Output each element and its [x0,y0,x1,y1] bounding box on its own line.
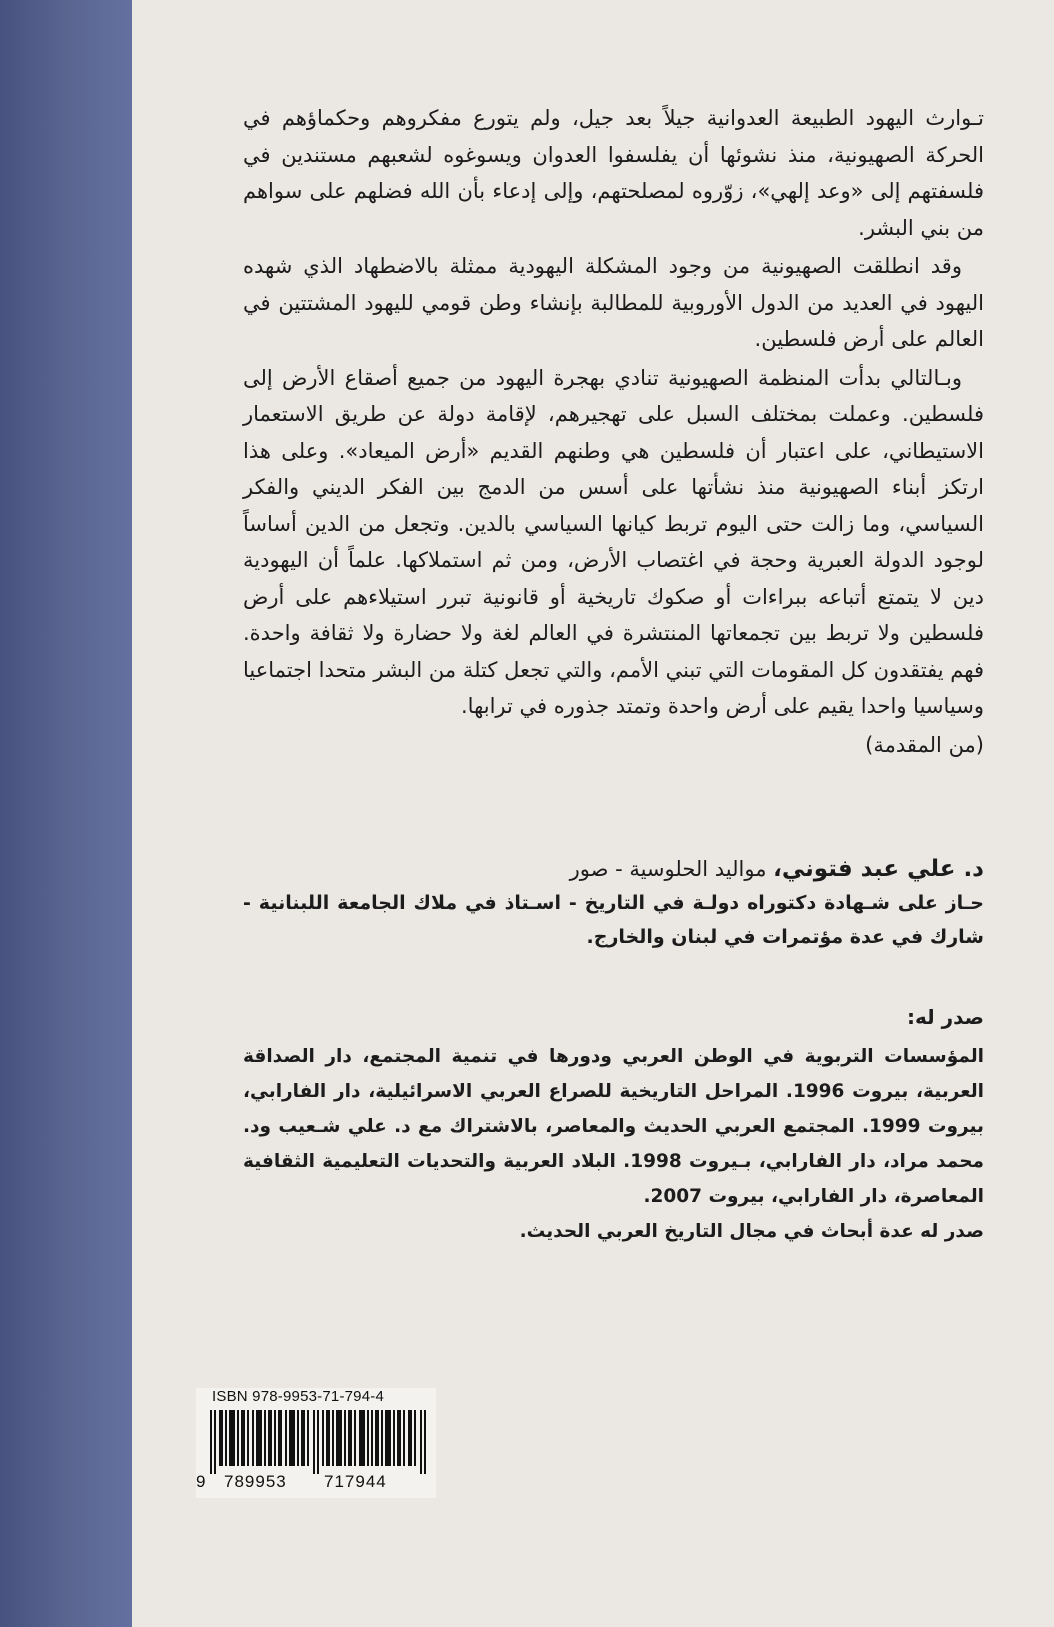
blurb-paragraph: تـوارث اليهود الطبيعة العدوانية جيلاً بعد جيل، ولم يتورع مفكروهم وحكماؤهم في الحركة الصهيونية، منذ نشوئها أن يفلسفوا العدوان ويسوغوه لشعبهم مستندين في فلسفتهم إلى «وعد إلهي»، زوّروه لمصلحتهم، وإلى إدعاء بأن الله فضلهم على سواهم من بني البشر. [243,106,984,240]
blurb-paragraph: وبـالتالي بدأت المنظمة الصهيونية تنادي بهجرة اليهود من جميع أصقاع الأرض إلى فلسطين. وعملت بمختلف السبل على تهجيرهم، لإقامة دولة عن طريق الاستعمار الاستيطاني، على اعتبار أن فلسطين هي وطنهم القديم «أرض الميعاد». وعلى هذا ارتكز أبناء الصهيونية منذ نشأتها على أسس من الدمج بين الفكر الديني والفكر السياسي، وما زالت حتى اليوم تربط كيانها السياسي بالدين. وتجعل من الدين أساساً لوجود الدولة العبرية وحجة في اغتصاب الأرض، ومن ثم استملاكها. علماً أن اليهودية دين لا يتمتع أتباعه ببراءات أو صكوك تاريخية أو قانونية تبرر استيلاءهم على أرض فلسطين ولا تربط بين تجمعاتها المنتشرة في العالم لغة ولا حضارة ولا ثقافة واحدة. فهم يفتقدون كل المقومات التي تبني الأمم، والتي تجعل كتلة من البشر متحدا اجتماعيا وسياسيا واحدا يقيم على أرض واحدة وتمتد جذوره في ترابها. [243,365,984,718]
author-origin: مواليد الحلوسية - صور [569,857,774,881]
author-name: د. علي عبد فتوني، [773,856,984,882]
barcode-left-digits: 789953 [224,1472,287,1491]
blurb-text [243,100,984,763]
cover-color-strip [0,0,132,1627]
barcode-lead-digit: 9 [196,1472,206,1491]
author-info [243,852,984,954]
barcode-icon [210,1410,428,1474]
publications-heading: صدر له: [907,1005,984,1029]
publications-list: المؤسسات التربوية في الوطن العربي ودورها في تنمية المجتمع، دار الصداقة العربية، بيروت 1996. المراحل التاريخية للصراع العربي الاسرائيلية، دار الفارابي، بيروت 1999. المجتمع العربي الحديث والمعاصر، بالاشتراك مع د. علي شـعيب ود. محمد مراد، دار الفارابي، بـيروت 1998. البلاد العربية والتحديات التعليمية الثقافية المعاصرة، دار الفارابي، بيروت 2007. [243,1046,984,1207]
author-line [243,852,984,886]
source-note [243,727,984,764]
barcode-right-digits: 717944 [324,1472,387,1491]
publications-more: صدر له عدة أبحاث في مجال التاريخ العربي الحديث. [519,1221,984,1242]
isbn-number: ISBN 978-9953-71-794-4 [212,1388,385,1405]
source-note-text: (من المقدمة) [865,732,984,757]
publications [243,1000,984,1249]
author-bio: حـاز على شـهادة دكتوراه دولـة في التاريخ - اسـتاذ في ملاك الجامعة اللبنانية - شارك في عدة مؤتمرات في لبنان والخارج. [243,892,984,948]
blurb-paragraph: وقد انطلقت الصهيونية من وجود المشكلة اليهودية ممثلة بالاضطهاد الذي شهده اليهود في العديد من الدول الأوروبية للمطالبة بإنشاء وطن قومي لليهود المشتتين في العالم على أرض فلسطين. [243,254,984,351]
isbn-barcode-panel [196,1388,436,1498]
